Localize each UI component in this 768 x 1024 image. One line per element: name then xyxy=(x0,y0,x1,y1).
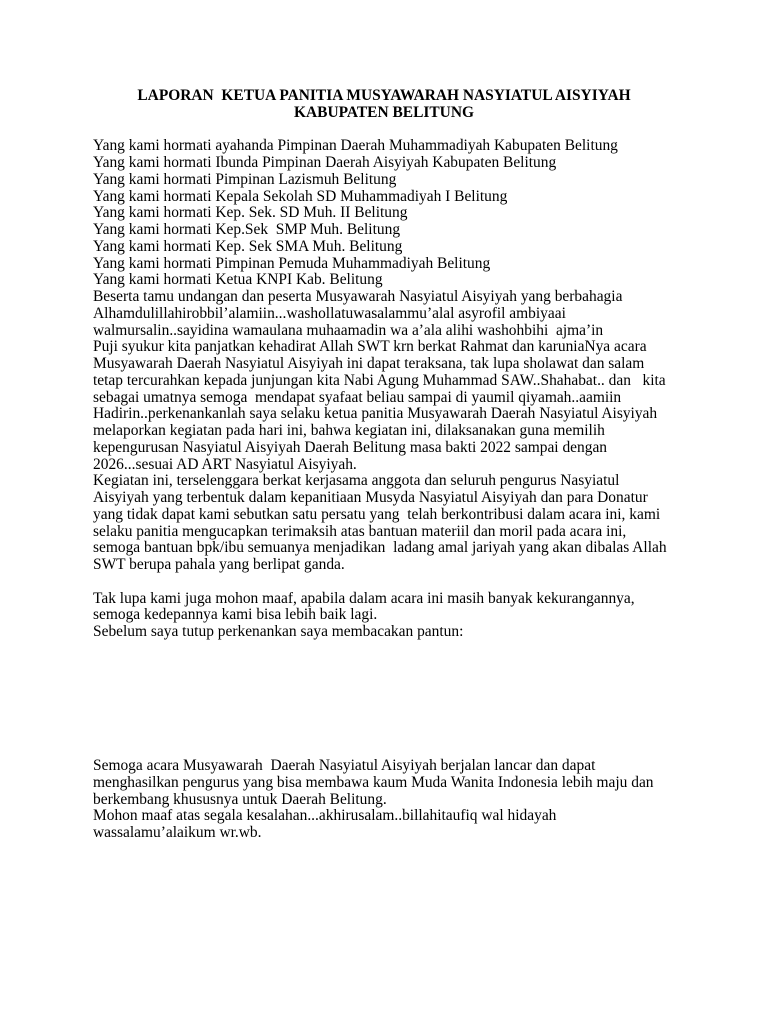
gratitude-paragraph xyxy=(93,339,753,406)
greeting-line: Yang kami hormati Pimpinan Lazismuh Belitung xyxy=(93,170,397,188)
text-line: tetap tercurahkan kepada junjungan kita Nabi Agung Muhammad SAW..Shahabat.. dan kita xyxy=(93,371,666,389)
greeting-line: Yang kami hormati ayahanda Pimpinan Daerah Muhammadiyah Kabupaten Belitung xyxy=(93,137,618,155)
document-body xyxy=(93,138,753,842)
opening-section xyxy=(93,138,753,574)
greeting-line: Yang kami hormati Kep.Sek SMP Muh. Belitung xyxy=(93,221,401,239)
text-line: menghasilkan pengurus yang bisa membawa kaum Muda Wanita Indonesia lebih maju dan xyxy=(93,773,654,791)
apology-paragraph xyxy=(93,591,753,641)
greetings-list xyxy=(93,138,753,289)
text-line: berkembang khususnya untuk Daerah Belitung. xyxy=(93,790,387,808)
greeting-line: Yang kami hormati Kep. Sek. SD Muh. II Belitung xyxy=(93,204,408,222)
report-paragraph xyxy=(93,406,753,473)
text-line: semoga bantuan bpk/ibu semuanya menjadikan ladang amal jariyah yang akan dibalas Allah xyxy=(93,539,667,557)
text-line: Kegiatan ini, terselenggara berkat kerjasama anggota dan seluruh pengurus Nasyiatul xyxy=(93,472,620,490)
text-line: Semoga acara Musyawarah Daerah Nasyiatul Aisyiyah berjalan lancar dan dapat xyxy=(93,757,596,775)
text-line: melaporkan kegiatan pada hari ini, bahwa kegiatan ini, dilaksanakan guna memilih xyxy=(93,422,605,440)
text-line: 2026...sesuai AD ART Nasyiatul Aisyiyah. xyxy=(93,455,357,473)
praise-paragraph xyxy=(93,306,753,340)
text-line: Alhamdulillahirobbil’alamiin...washollatuwasalammu’alal asyrofil ambiyaai xyxy=(93,304,566,322)
guests-greeting-line: Beserta tamu undangan dan peserta Musyawarah Nasyiatul Aisyiyah yang berbahagia xyxy=(93,288,623,306)
document-title xyxy=(0,88,768,122)
greeting-line: Yang kami hormati Ketua KNPI Kab. Belitung xyxy=(93,271,383,289)
title-line: KABUPATEN BELITUNG xyxy=(294,103,474,121)
text-line: Aisyiyah yang terbentuk dalam kepanitiaan Musyda Nasyiatul Aisyiyah dan para Donatur xyxy=(93,489,648,507)
text-line: yang tidak dapat kami sebutkan satu persatu yang telah berkontribusi dalam acara ini, kami xyxy=(93,505,661,523)
closing-paragraph xyxy=(93,758,753,842)
text-line: Hadirin..perkenankanlah saya selaku ketua panitia Musyawarah Daerah Nasyiatul Aisyiyah xyxy=(93,405,658,423)
text-line: Mohon maaf atas segala kesalahan...akhirusalam..billahitaufiq wal hidayah xyxy=(93,807,557,825)
text-line: Musyawarah Daerah Nasyiatul Aisyiyah ini dapat teraksana, tak lupa sholawat dan salam xyxy=(93,355,645,373)
text-line: kepengurusan Nasyiatul Aisyiyah Daerah Belitung masa bakti 2022 sampai dengan xyxy=(93,438,608,456)
text-line: Sebelum saya tutup perkenankan saya membacakan pantun: xyxy=(93,623,464,641)
greeting-line: Yang kami hormati Kepala Sekolah SD Muhammadiyah I Belitung xyxy=(93,187,508,205)
text-line: semoga kedepannya kami bisa lebih baik lagi. xyxy=(93,606,378,624)
greeting-line: Yang kami hormati Kep. Sek SMA Muh. Belitung xyxy=(93,237,403,255)
text-line: selaku panitia mengucapkan terimaksih atas bantuan materiil dan moril pada acara ini, xyxy=(93,522,627,540)
text-line: Puji syukur kita panjatkan kehadirat Allah SWT krn berkat Rahmat dan karuniaNya acara xyxy=(93,338,647,356)
text-line: SWT berupa pahala yang berlipat ganda. xyxy=(93,556,345,574)
title-line: LAPORAN KETUA PANITIA MUSYAWARAH NASYIATUL AISYIYAH xyxy=(137,87,631,104)
text-line: sebagai umatnya semoga mendapat syafaat beliau sampai di yaumil qiyamah..aamiin xyxy=(93,388,622,406)
text-line: wassalamu’alaikum wr.wb. xyxy=(93,824,262,842)
greeting-line: Yang kami hormati Pimpinan Pemuda Muhammadiyah Belitung xyxy=(93,254,491,272)
acknowledgement-paragraph xyxy=(93,473,753,574)
text-line: Tak lupa kami juga mohon maaf, apabila dalam acara ini masih banyak kekurangannya, xyxy=(93,589,635,607)
greeting-line: Yang kami hormati Ibunda Pimpinan Daerah Aisyiyah Kabupaten Belitung xyxy=(93,154,557,172)
text-line: walmursalin..sayidina wamaulana muhaamadin wa a’ala alihi washohbihi ajma’in xyxy=(93,321,604,339)
